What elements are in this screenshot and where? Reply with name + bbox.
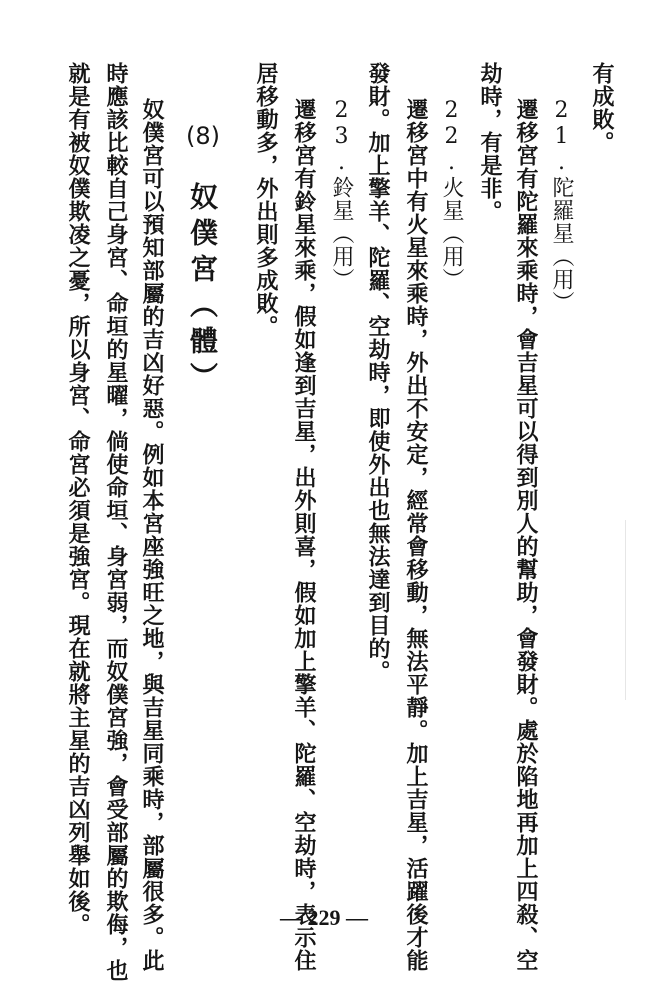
text-column-3: 遷移宮有陀羅來乘時，會吉星可以得到別人的幫助，會發財。處於陷地再加上四殺、空 [513, 98, 539, 972]
item-heading-22: 22.火星（用） [439, 98, 464, 291]
text-column-9: 遷移宮有鈴星來乘，假如逢到吉星，出外則喜，假如加上擎羊、陀羅、空劫時，表示住 [291, 98, 317, 972]
page-number: — 229 — [280, 905, 368, 930]
item-heading-23: 23.鈴星（用） [329, 98, 354, 291]
text-column-13: 就是有被奴僕欺凌之憂，所以身宮、命宮必須是強宮。現在就將主星的吉凶列舉如後。 [65, 62, 91, 936]
text-column-4: 劫時，有是非。 [477, 62, 503, 223]
text-column-7: 發財。加上擎羊、陀羅、空劫時，即使外出也無法達到目的。 [365, 62, 391, 683]
scan-artifact [625, 520, 626, 700]
text-column-10: 居移動多，外出則多成敗。 [253, 62, 279, 338]
section-number: (8) [186, 122, 220, 150]
text-column-11: 奴僕宮可以預知部屬的吉凶好惡。例如本宮座強旺之地，與吉星同乘時，部屬很多。此 [139, 98, 165, 972]
section-title: 奴僕宮（體） [186, 182, 219, 398]
text-column-6: 遷移宮中有火星來乘時，外出不安定，經常會移動，無法平靜。加上吉星，活躍後才能 [403, 98, 429, 972]
text-column-1: 有成敗。 [589, 62, 615, 154]
item-heading-21: 21.陀羅星（用） [549, 98, 574, 314]
text-column-12: 時應該比較自己身宮、命垣的星曜，倘使命垣、身宮弱，而奴僕宮強，會受部屬的欺侮，也 [103, 62, 129, 982]
